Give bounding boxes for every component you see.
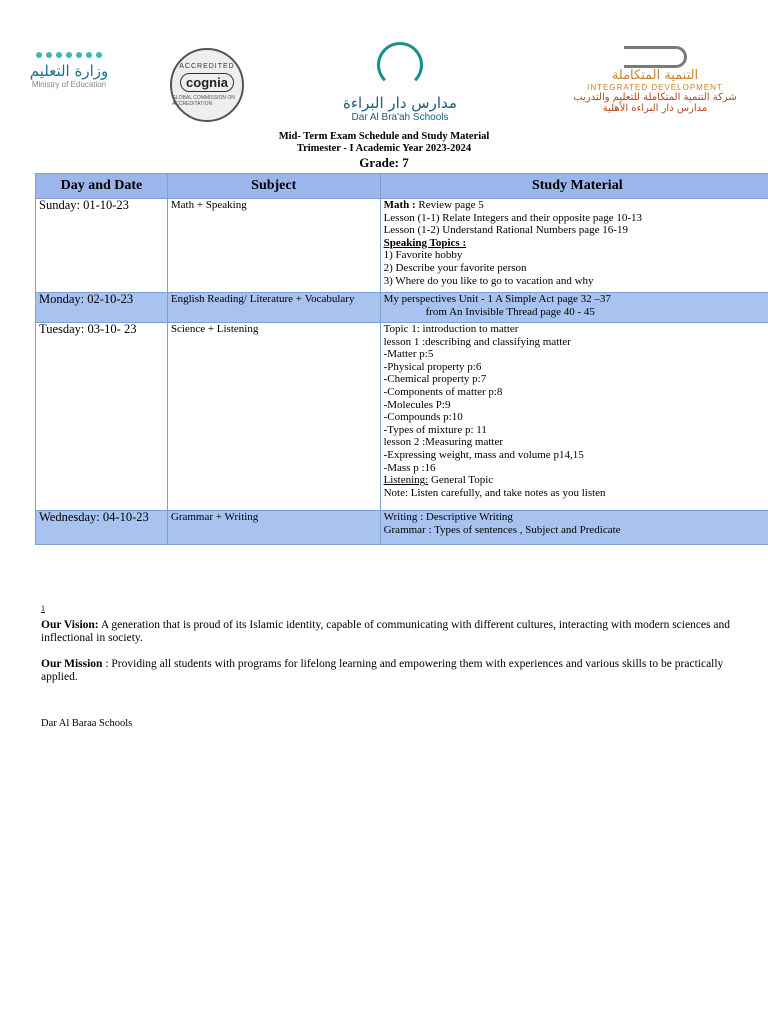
math-line	[384, 199, 768, 212]
subject-cell: English Reading/ Literature + Vocabulary	[167, 293, 380, 323]
material-line: -Matter p:5	[383, 348, 434, 361]
material-line: -Compounds p:10	[383, 411, 463, 424]
dar-al-braah-logo	[330, 42, 470, 123]
table-row-sunday	[36, 199, 768, 293]
moe-english-name: Ministry of Education	[31, 80, 107, 89]
day-cell: Sunday: 01-10-23	[36, 199, 168, 293]
integrated-english-name: INTEGRATED DEVELOPMENT	[587, 83, 723, 92]
subject-cell: Science + Listening	[167, 323, 380, 511]
material-cell	[380, 199, 768, 293]
header-subject: Subject	[167, 174, 380, 199]
footer-section	[41, 602, 751, 730]
mission-label: Our Mission	[41, 657, 103, 670]
material-line: 1) Favorite hobby	[383, 249, 463, 262]
school-emblem-icon	[377, 42, 423, 88]
day-cell: Monday: 02-10-23	[36, 293, 168, 323]
table-row-tuesday	[36, 323, 768, 511]
ministry-of-education-logo	[24, 52, 114, 89]
vision-statement	[41, 619, 751, 646]
day-cell: Wednesday: 04-10-23	[36, 511, 168, 545]
logo-bar	[0, 38, 768, 128]
material-line: Lesson (1-1) Relate Integers and their opposite page 10-13	[383, 211, 642, 224]
cognia-seal-logo	[170, 48, 244, 122]
school-english-name: Dar Al Bra'ah Schools	[351, 112, 449, 123]
cognia-subtext: GLOBAL COMMISSION ON ACCREDITATION	[172, 95, 235, 107]
table-row-monday	[36, 293, 768, 323]
grade-label: Grade: 7	[359, 155, 409, 170]
header-day-and-date: Day and Date	[36, 174, 168, 199]
integrated-arabic-name: التنمية المتكاملة	[611, 68, 699, 83]
mission-text: : Providing all students with programs for lifelong learning and empowering them with experiences and various skills to be practically applied.	[41, 657, 724, 683]
material-line: -Chemical property p:7	[383, 373, 487, 386]
listening-line	[384, 474, 768, 487]
material-line: Grammar : Types of sentences , Subject and Predicate	[383, 523, 621, 536]
material-line: Topic 1: introduction to matter	[383, 323, 519, 335]
material-line: Writing : Descriptive Writing	[383, 511, 513, 523]
material-line: -Mass p :16	[383, 461, 436, 474]
material-line: My perspectives Unit - 1 A Simple Act page 32 –37	[383, 293, 611, 305]
integrated-mark-icon	[624, 46, 687, 68]
integrated-development-logo	[560, 46, 750, 114]
listening-label: Listening:	[383, 474, 429, 487]
day-cell: Tuesday: 03-10- 23	[36, 323, 168, 511]
speaking-topics-label: Speaking Topics :	[383, 236, 467, 249]
table-header-row	[36, 174, 768, 199]
math-text: Review page 5	[415, 199, 484, 211]
school-signature: Dar Al Baraa Schools	[41, 717, 133, 729]
material-line: -Molecules P:9	[383, 398, 451, 411]
exam-title: Mid- Term Exam Schedule and Study Material	[278, 131, 490, 142]
listening-text: General Topic	[428, 474, 494, 487]
school-arabic-name: مدارس دار البراءة	[343, 94, 457, 112]
material-line: lesson 1 :describing and classifying matter	[383, 335, 571, 348]
dots-icon	[24, 52, 114, 58]
material-cell	[380, 293, 768, 323]
table-row-wednesday	[36, 511, 768, 545]
material-cell	[380, 323, 768, 511]
material-line: 2) Describe your favorite person	[383, 261, 527, 274]
cognia-accredited-text: ACCREDITED	[179, 63, 235, 70]
vision-text: A generation that is proud of its Islamic identity, capable of communicating with different cultures, interacting with modern sciences and inflectional in society.	[41, 618, 730, 644]
material-line: -Components of matter p:8	[383, 385, 503, 398]
material-cell	[380, 511, 768, 545]
material-line: -Types of mixture p: 11	[383, 423, 487, 436]
integrated-company-arabic: شركة التنمية المتكاملة للتعليم والتدريب	[573, 92, 737, 103]
moe-arabic-name: وزارة التعليم	[29, 62, 109, 80]
academic-year: Trimester - I Academic Year 2023-2024	[296, 143, 472, 154]
exam-schedule-table	[35, 173, 768, 545]
integrated-schools-arabic: مدارس دار البراءة الأهلية	[602, 103, 708, 114]
material-line: Lesson (1-2) Understand Rational Numbers page 16-19	[383, 224, 628, 237]
mission-statement	[41, 658, 751, 685]
material-line: -Physical property p:6	[383, 360, 482, 373]
material-line: from An Invisible Thread page 40 - 45	[425, 305, 595, 318]
listening-note: Note: Listen carefully, and take notes as you listen	[383, 486, 606, 499]
vision-label: Our Vision:	[41, 618, 99, 631]
material-line: lesson 2 :Measuring matter	[383, 436, 504, 449]
header-study-material: Study Material	[380, 174, 768, 199]
material-line: 3) Where do you like to go to vacation and why	[383, 274, 594, 287]
material-line: -Expressing weight, mass and volume p14,15	[383, 448, 584, 461]
document-header	[0, 131, 768, 170]
footnote-marker: 1	[41, 604, 45, 613]
subject-cell: Math + Speaking	[167, 199, 380, 293]
math-label: Math :	[383, 199, 416, 211]
cognia-name: cognia	[180, 73, 234, 92]
subject-cell: Grammar + Writing	[167, 511, 380, 545]
